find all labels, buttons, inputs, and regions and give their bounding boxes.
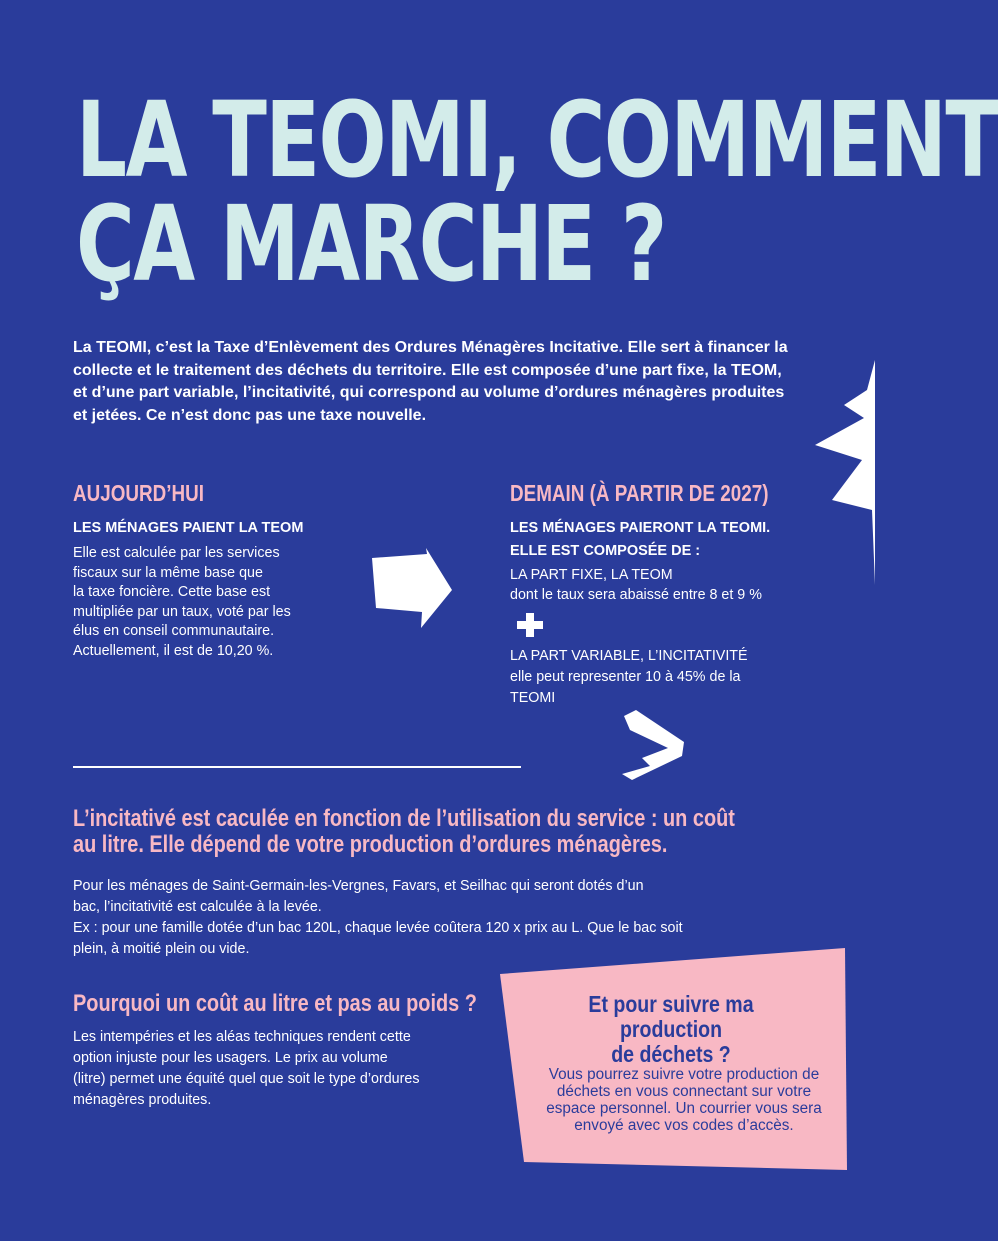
today-body-line: Actuellement, il est de 10,20 %. (73, 642, 274, 659)
follow-body-line: Vous pourrez suivre votre production de (548, 1066, 820, 1083)
incitative-body-line: bac, l’incitativité est calculée à la levée. (73, 899, 322, 915)
variable-part-desc: TEOMI (510, 690, 556, 706)
page-title-line-2: ÇA MARCHE ? (76, 183, 666, 305)
why-body-line: ménagères produites. (73, 1092, 212, 1108)
why-body-line: (litre) permet une équité quel que soit le type d’ordures (73, 1071, 420, 1087)
today-body-line: la taxe foncière. Cette base est (73, 584, 271, 600)
page-title (76, 79, 998, 305)
fixed-part-desc: dont le taux sera abaissé entre 8 et 9 % (510, 586, 762, 603)
tomorrow-subtitle-line: LES MÉNAGES PAIERONT LA TEOMI. (510, 520, 771, 536)
incitative-title (73, 806, 735, 858)
incitative-body-line: Pour les ménages de Saint-Germain-les-Vergnes, Favars, et Seilhac qui seront dotés d’un (73, 878, 644, 894)
today-body-line: Elle est calculée par les services (73, 545, 280, 561)
fixed-part (510, 566, 830, 605)
incitative-body-line: Ex : pour une famille dotée d’un bac 120L, chaque levée coûtera 120 x prix au L. Que le bac soit (73, 920, 683, 936)
plus-icon (517, 613, 543, 637)
follow-title-line: de déchets ? (611, 1041, 731, 1067)
follow-body (524, 1066, 844, 1134)
why-body (73, 1027, 493, 1111)
page-title-line-1: LA TEOMI, COMMENT (76, 79, 998, 201)
arrow-right-icon (370, 548, 454, 630)
tomorrow-title: DEMAIN (À PARTIR DE 2027) (510, 480, 769, 506)
follow-body-line: déchets en vous connectant sur votre (556, 1083, 812, 1100)
variable-part (510, 646, 830, 709)
tomorrow-subtitle-line: ELLE EST COMPOSÉE DE : (510, 542, 701, 559)
variable-part-desc: elle peut representer 10 à 45% de la (510, 669, 741, 685)
starburst-decoration (812, 360, 875, 585)
why-body-line: option injuste pour les usagers. Le prix au volume (73, 1050, 388, 1066)
today-title: AUJOURD’HUI (73, 480, 204, 506)
today-body-line: élus en conseil communautaire. (73, 623, 275, 639)
follow-body-line: espace personnel. Un courrier vous sera (546, 1100, 822, 1117)
today-body-line: multipliée par un taux, voté par les (73, 603, 291, 620)
today-subtitle: LES MÉNAGES PAIENT LA TEOM (73, 520, 304, 536)
variable-part-title: LA PART VARIABLE, L’INCITATIVITÉ (510, 648, 748, 664)
today-body (73, 544, 353, 661)
intro-paragraph: La TEOMI, c’est la Taxe d’Enlèvement des Ordures Ménagères Incitative. Elle sert à financer la collecte et le traitement des déchets du territoire. Elle est composée d’une part fixe, la TEOM, et d’une part variable, l’incitativité, qui correspond au volume d’ordures ménagères produites et jetées. Ce n’est donc pas une taxe nouvelle. (73, 339, 788, 424)
tomorrow-subtitle (510, 517, 770, 562)
follow-title-line: Et pour suivre ma production (588, 991, 754, 1042)
chevron-arrow-icon (620, 708, 686, 782)
incitative-title-line: au litre. Elle dépend de votre production d’ordures ménagères. (73, 831, 668, 858)
incitative-body-line: plein, à moitié plein ou vide. (73, 941, 250, 957)
follow-body-line: envoyé avec vos codes d’accès. (574, 1117, 794, 1134)
divider (73, 766, 521, 768)
incitative-title-line: L’incitativé est caculée en fonction de l’utilisation du service : un coût (73, 805, 735, 832)
why-body-line: Les intempéries et les aléas techniques rendent cette (73, 1029, 411, 1045)
why-title: Pourquoi un coût au litre et pas au poids ? (73, 990, 477, 1017)
today-body-line: fiscaux sur la même base que (73, 564, 263, 581)
follow-title (539, 992, 803, 1067)
fixed-part-title: LA PART FIXE, LA TEOM (510, 567, 673, 583)
